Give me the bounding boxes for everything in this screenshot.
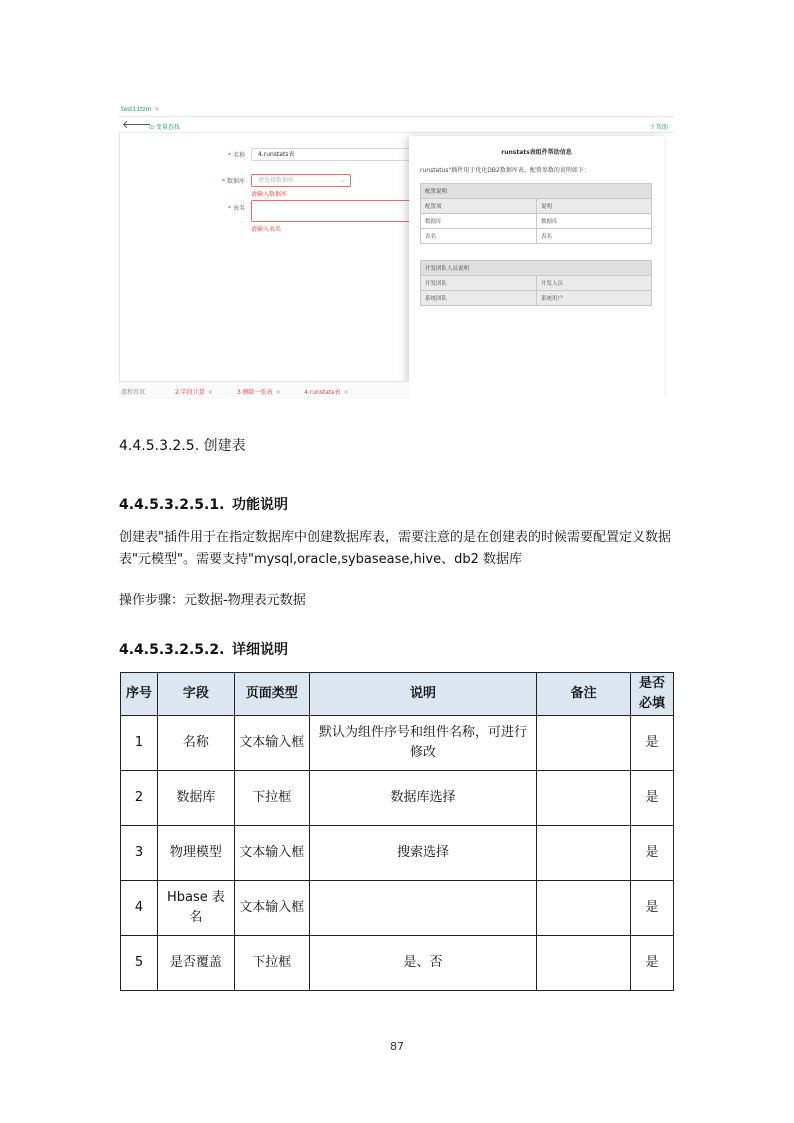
table-name-error: 请输入表名 <box>251 226 282 233</box>
name-label: * 名称 <box>227 152 245 159</box>
variable-search-button[interactable]: ⊙ 变量查找 <box>149 124 180 131</box>
function-heading-title: 功能说明 <box>232 497 288 513</box>
table-cell: 数据库 <box>157 771 234 826</box>
database-label: * 数据库 <box>221 178 245 185</box>
config-cell: 表名 <box>537 229 652 244</box>
detail-heading-number: 4.4.5.3.2.5.2. <box>119 642 225 658</box>
chevron-down-icon: ⌵ <box>340 177 345 184</box>
table-name-input[interactable] <box>251 200 411 222</box>
embedded-screenshot <box>119 103 674 399</box>
config-cell: 表名 <box>421 229 537 244</box>
close-icon[interactable]: × <box>275 389 281 396</box>
table-cell: 1 <box>121 716 158 771</box>
help-button[interactable]: ? 帮助 <box>650 124 668 131</box>
field-table <box>120 672 674 991</box>
divider <box>119 133 120 399</box>
section-heading: 4.4.5.3.2.5. 创建表 <box>119 438 246 454</box>
table-cell: 默认为组件序号和组件名称，可进行修改 <box>309 716 536 771</box>
team-header: 开发团队 <box>421 276 537 291</box>
table-cell: 下拉框 <box>234 771 309 826</box>
table-header: 是否必填 <box>631 673 674 716</box>
table-header: 序号 <box>121 673 158 716</box>
table-cell: 文本输入框 <box>234 716 309 771</box>
help-panel-title: runstats表组件帮助信息 <box>501 149 572 156</box>
table-cell: 文本输入框 <box>234 881 309 936</box>
table-header: 字段 <box>157 673 234 716</box>
config-cell: 数据库 <box>421 214 537 229</box>
name-input[interactable]: 4.runstats表 <box>251 148 411 161</box>
table-row <box>121 826 674 881</box>
table-cell: 是、否 <box>309 936 536 991</box>
table-cell: 下拉框 <box>234 936 309 991</box>
table-cell: 2 <box>121 771 158 826</box>
detail-heading <box>119 639 288 659</box>
table-cell: 4 <box>121 881 158 936</box>
help-panel-description: runstatus"插件用于优化DB2数据库表。配置参数的说明如下： <box>420 167 590 174</box>
table-cell: 5 <box>121 936 158 991</box>
table-name-label: * 表名 <box>227 205 245 212</box>
config-header: 说明 <box>537 199 652 214</box>
table-cell: 名称 <box>157 716 234 771</box>
team-cell: 系统团队 <box>421 291 537 306</box>
function-heading-number: 4.4.5.3.2.5.1. <box>119 497 225 513</box>
close-icon[interactable]: × <box>207 389 213 396</box>
workflow-tab-active[interactable]: 4.runstats表 × <box>304 389 349 396</box>
workflow-tab-bar <box>119 381 409 399</box>
workflow-tab-home[interactable]: 流程首页 <box>121 389 146 396</box>
config-cell: 数据库 <box>537 214 652 229</box>
table-cell: 数据库选择 <box>309 771 536 826</box>
team-header: 开发人员 <box>537 276 652 291</box>
toolbar <box>119 118 674 133</box>
close-icon[interactable]: × <box>154 106 160 113</box>
table-row <box>121 771 674 826</box>
table-row <box>121 881 674 936</box>
table-cell: 是否覆盖 <box>157 936 234 991</box>
config-table <box>420 183 652 244</box>
table-header: 备注 <box>537 673 631 716</box>
config-header: 配置项 <box>421 199 537 214</box>
table-cell <box>537 826 631 881</box>
document-tab[interactable] <box>121 106 160 113</box>
table-cell <box>537 881 631 936</box>
function-heading <box>119 494 288 514</box>
table-cell: 文本输入框 <box>234 826 309 881</box>
workflow-tab[interactable]: 3.删除一张表 × <box>237 389 281 396</box>
team-table <box>420 260 652 306</box>
workflow-tab[interactable]: 2.字段计算 × <box>175 389 213 396</box>
database-select[interactable] <box>251 174 351 187</box>
close-icon[interactable]: × <box>343 389 349 396</box>
table-cell: 搜索选择 <box>309 826 536 881</box>
table-header-row <box>121 673 674 716</box>
document-tab-label: test11tzm <box>121 106 152 113</box>
table-header: 说明 <box>309 673 536 716</box>
function-description: 创建表"插件用于在指定数据库中创建数据库表，需要注意的是在创建表的时候需要配置定义数据表"元模型"。需要支持"mysql,oracle,sybasease,hive、db2 数据库 <box>119 530 671 567</box>
table-cell: 是 <box>631 771 674 826</box>
table-row <box>121 936 674 991</box>
document-tab-bar <box>119 103 674 117</box>
table-cell: 3 <box>121 826 158 881</box>
operation-steps: 操作步骤：元数据-物理表元数据 <box>119 593 306 608</box>
table-cell <box>537 936 631 991</box>
config-section-title: 配置说明 <box>421 184 652 199</box>
table-header: 页面类型 <box>234 673 309 716</box>
help-panel <box>409 136 664 399</box>
team-section-title: 开发团队人员说明 <box>421 261 652 276</box>
table-cell <box>537 716 631 771</box>
table-cell: 是 <box>631 936 674 991</box>
database-placeholder: 请选择数据库 <box>258 177 295 184</box>
table-cell: 是 <box>631 826 674 881</box>
table-cell: Hbase 表名 <box>157 881 234 936</box>
table-cell <box>309 881 536 936</box>
table-cell <box>537 771 631 826</box>
team-cell: 系统用户 <box>537 291 652 306</box>
table-cell: 物理模型 <box>157 826 234 881</box>
page-number: 87 <box>390 1040 404 1053</box>
back-arrow-icon[interactable]: 🡐 <box>122 118 152 131</box>
table-row <box>121 716 674 771</box>
detail-heading-title: 详细说明 <box>232 642 288 658</box>
table-cell: 是 <box>631 881 674 936</box>
database-error: 请输入数据库 <box>251 191 288 198</box>
table-cell: 是 <box>631 716 674 771</box>
